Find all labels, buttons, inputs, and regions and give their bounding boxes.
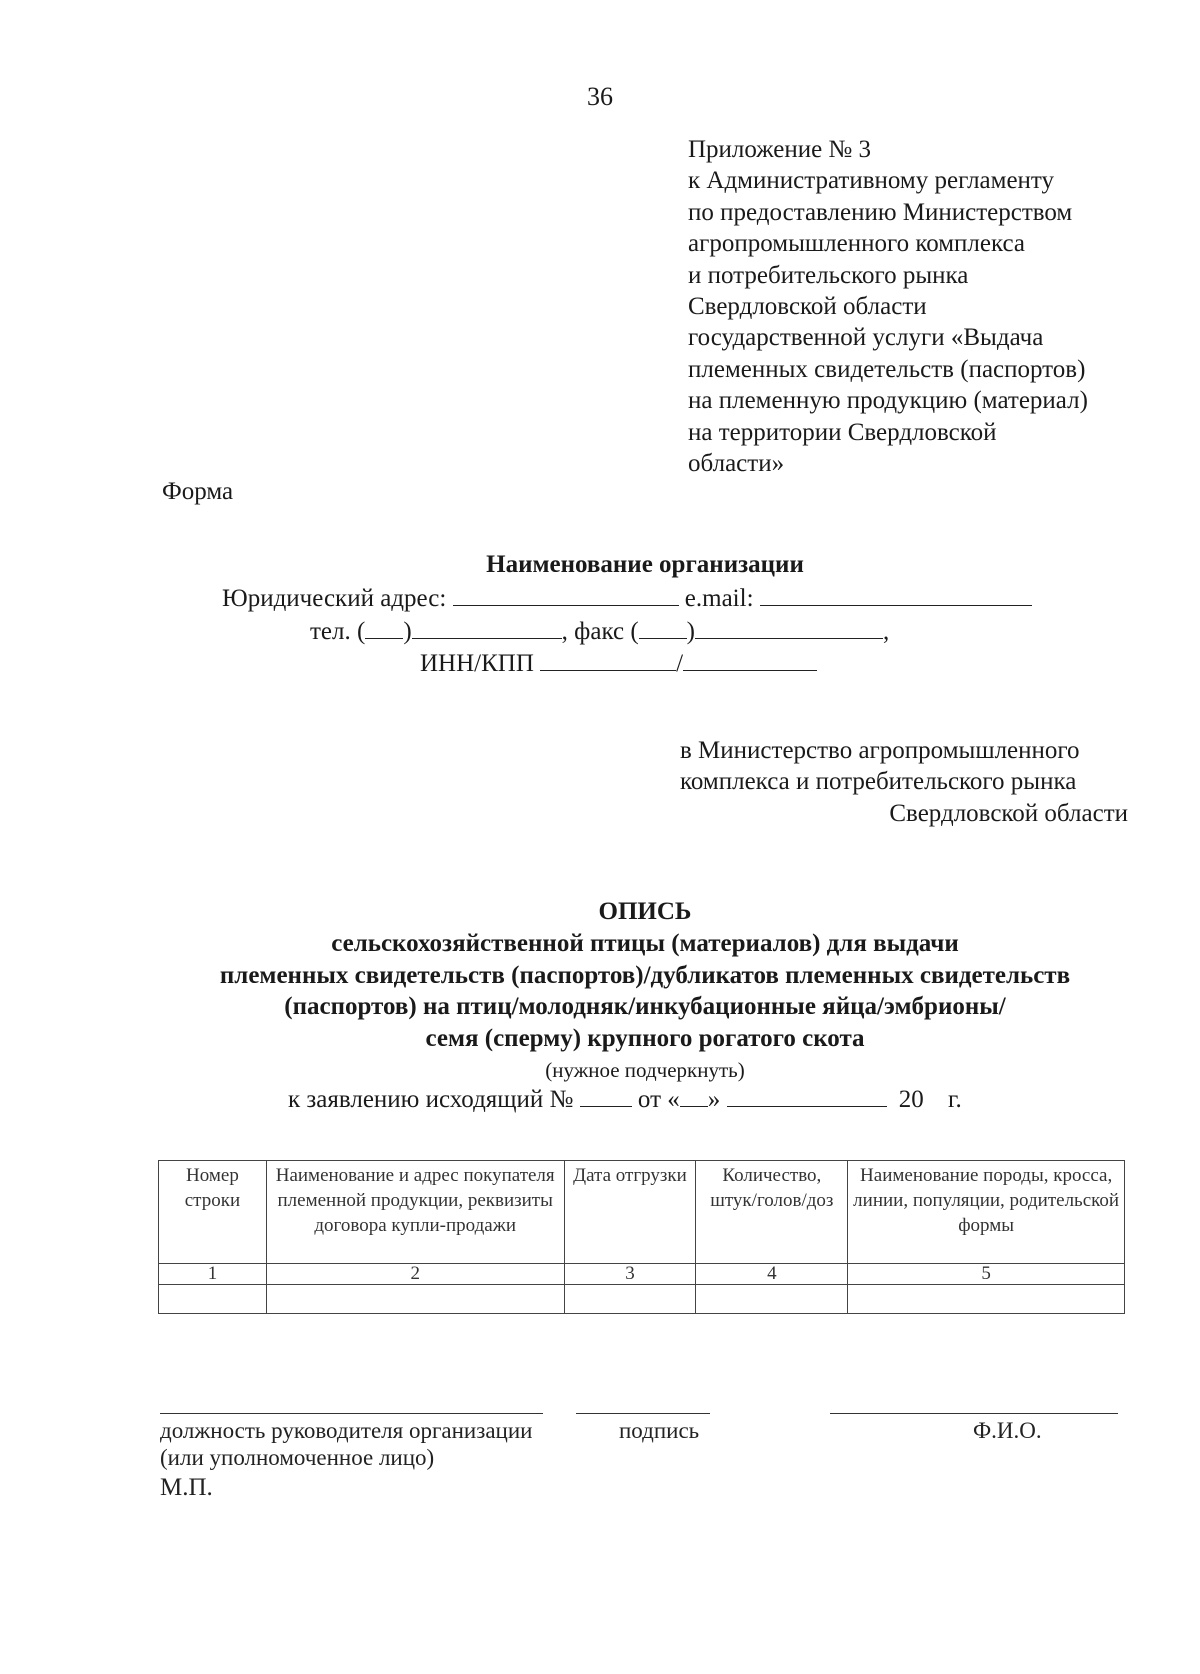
column-number-cell: 3: [564, 1264, 696, 1285]
inn-kpp-row: ИНН/КПП /: [420, 650, 817, 678]
table-cell[interactable]: [266, 1285, 564, 1314]
statement-day-field[interactable]: [680, 1086, 708, 1107]
appendix-line: государственной услуги «Выдача: [688, 324, 1044, 352]
underline-note: (нужное подчеркнуть): [545, 1058, 745, 1082]
table-cell[interactable]: [696, 1285, 848, 1314]
appendix-block: [688, 134, 1088, 479]
appendix-line: к Административному регламенту: [688, 167, 1055, 195]
email-field[interactable]: [760, 585, 1032, 606]
recipient-line: комплекса и потребительского рынка: [680, 768, 1077, 796]
position-sub-label: (или уполномоченное лицо): [160, 1445, 435, 1470]
statement-row: к заявлению исходящий № от « » 20 г.: [288, 1086, 962, 1113]
phone-label: тел. (: [310, 618, 366, 645]
column-number-cell: 2: [266, 1264, 564, 1285]
table-number-row: [159, 1264, 1125, 1285]
phone-code-field[interactable]: [365, 618, 403, 639]
table-header-cell: Дата отгрузки: [564, 1161, 696, 1264]
appendix-line: и потребительского рынка: [688, 261, 969, 289]
email-label: e.mail:: [684, 585, 754, 612]
column-number-cell: 4: [696, 1264, 848, 1285]
position-signature-line[interactable]: [160, 1413, 543, 1414]
legal-address-row: [222, 585, 1032, 613]
appendix-line: племенных свидетельств (паспортов): [688, 355, 1086, 383]
fax-code-field[interactable]: [639, 618, 687, 639]
organization-title: Наименование организации: [486, 551, 804, 578]
form-label: Форма: [162, 478, 234, 505]
appendix-line: Свердловской области: [688, 293, 927, 321]
statement-year-suffix: г.: [948, 1086, 962, 1113]
appendix-line: на племенную продукцию (материал): [688, 387, 1088, 415]
statement-year: 20: [898, 1086, 924, 1113]
statement-number-field[interactable]: [580, 1086, 632, 1107]
table-header-cell: Количество, штук/голов/доз: [696, 1161, 848, 1264]
table-cell[interactable]: [159, 1285, 267, 1314]
table-cell[interactable]: [564, 1285, 696, 1314]
table-header-row: [159, 1161, 1125, 1264]
recipient-block: [680, 735, 1128, 829]
inventory-table: [158, 1160, 1125, 1314]
appendix-line: Приложение № 3: [688, 136, 872, 163]
position-label: должность руководителя организации: [160, 1418, 533, 1443]
column-number-cell: 5: [848, 1264, 1125, 1285]
appendix-line: по предоставлению Министерством: [688, 198, 1073, 226]
table-row: [159, 1285, 1125, 1314]
kpp-field[interactable]: [683, 650, 817, 671]
inventory-subtitle-line: племенных свидетельств (паспортов)/дубликатов племенных свидетельств: [219, 962, 1071, 989]
signature-label: подпись: [619, 1418, 700, 1443]
inventory-subtitle-line: сельскохозяйственной птицы (материалов) для выдачи: [331, 930, 959, 957]
inventory-subtitle-line: семя (сперму) крупного рогатого скота: [425, 1025, 865, 1052]
table-cell[interactable]: [848, 1285, 1125, 1314]
recipient-line: Свердловской области: [889, 799, 1128, 827]
appendix-line: агропромышленного комплекса: [688, 230, 1026, 258]
legal-address-field[interactable]: [453, 585, 679, 606]
stamp-label: М.П.: [160, 1474, 213, 1501]
legal-address-label: Юридический адрес:: [222, 585, 447, 612]
inn-field[interactable]: [540, 650, 676, 671]
phone-field[interactable]: [412, 618, 562, 639]
appendix-line: на территории Свердловской: [688, 418, 997, 446]
column-number-cell: 1: [159, 1264, 267, 1285]
phone-fax-row: тел. ( ) , факс ( ) ,: [310, 618, 890, 645]
table-header-cell: Номер строки: [159, 1161, 267, 1264]
fax-label: , факс (: [561, 618, 639, 645]
name-signature-line[interactable]: [830, 1413, 1118, 1414]
recipient-line: в Министерство агропромышленного: [680, 737, 1080, 764]
name-label: Ф.И.О.: [973, 1418, 1042, 1443]
inventory-subtitle-line: (паспортов) на птиц/молодняк/инкубационные яйца/эмбрионы/: [284, 993, 1006, 1020]
fax-field[interactable]: [695, 618, 883, 639]
page-number: 36: [587, 82, 613, 111]
inventory-title: ОПИСЬ: [598, 898, 692, 925]
inn-kpp-label: ИНН/КПП: [420, 650, 534, 677]
appendix-line: области»: [688, 450, 785, 478]
table-header-cell: Наименование и адрес покупателя племенной продукции, реквизиты договора купли-продажи: [266, 1161, 564, 1264]
statement-month-field[interactable]: [727, 1086, 887, 1107]
statement-prefix: к заявлению исходящий №: [288, 1086, 574, 1113]
signature-line[interactable]: [576, 1413, 710, 1414]
statement-from: от «: [637, 1086, 680, 1113]
table-header-cell: Наименование породы, кросса, линии, популяции, родительской формы: [848, 1161, 1125, 1264]
